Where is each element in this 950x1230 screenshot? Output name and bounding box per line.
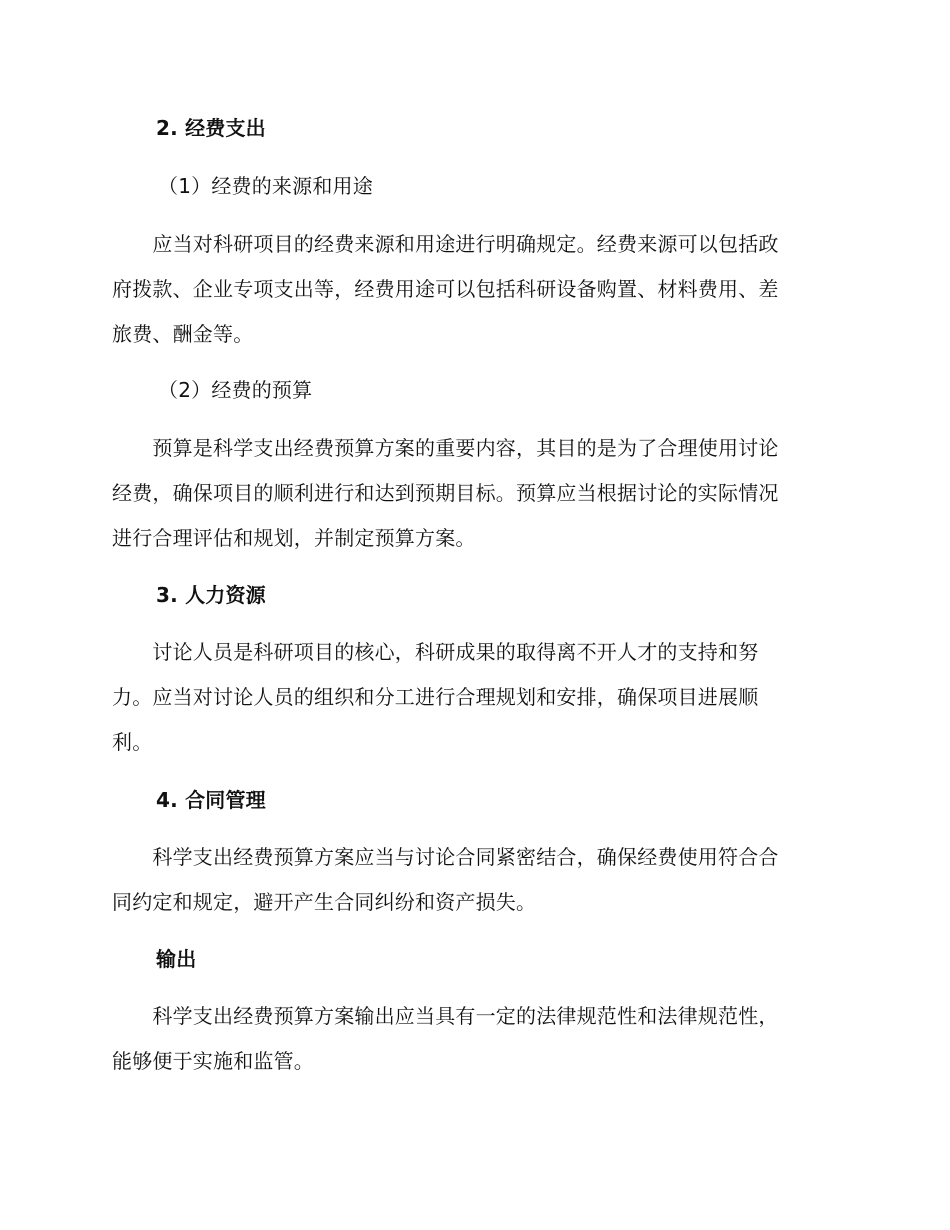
paragraph-line: 科学支出经费预算方案应当与讨论合同紧密结合，确保经费使用符合合 (112, 845, 779, 869)
paragraph-line: 利。 (112, 730, 153, 754)
section-heading-output: 输出 (156, 947, 197, 971)
section-heading-contract: 4. 合同管理 (156, 788, 266, 812)
paragraph-line: 进行合理评估和规划，并制定预算方案。 (112, 526, 476, 550)
subsection-title-source: （1）经费的来源和用途 (158, 174, 373, 198)
paragraph-line: 能够便于实施和监管。 (112, 1049, 314, 1073)
paragraph-line: 旅费、酬金等。 (112, 322, 254, 346)
section-heading-human-resources: 3. 人力资源 (156, 583, 266, 607)
paragraph-line: 府拨款、企业专项支出等，经费用途可以包括科研设备购置、材料费用、差 (112, 277, 779, 301)
subsection-title-budget: （2）经费的预算 (158, 378, 313, 402)
paragraph-line: 同约定和规定，避开产生合同纠纷和资产损失。 (112, 890, 537, 914)
section-heading-budget: 2. 经费支出 (156, 116, 266, 140)
paragraph-line: 力。应当对讨论人员的组织和分工进行合理规划和安排，确保项目进展顺 (112, 685, 759, 709)
paragraph-line: 应当对科研项目的经费来源和用途进行明确规定。经费来源可以包括政 (112, 232, 779, 256)
paragraph-line: 预算是科学支出经费预算方案的重要内容，其目的是为了合理使用讨论 (112, 436, 779, 460)
paragraph-line: 科学支出经费预算方案输出应当具有一定的法律规范性和法律规范性， (112, 1004, 779, 1028)
paragraph-line: 经费，确保项目的顺利进行和达到预期目标。预算应当根据讨论的实际情况 (112, 481, 779, 505)
paragraph-line: 讨论人员是科研项目的核心，科研成果的取得离不开人才的支持和努 (112, 640, 759, 664)
